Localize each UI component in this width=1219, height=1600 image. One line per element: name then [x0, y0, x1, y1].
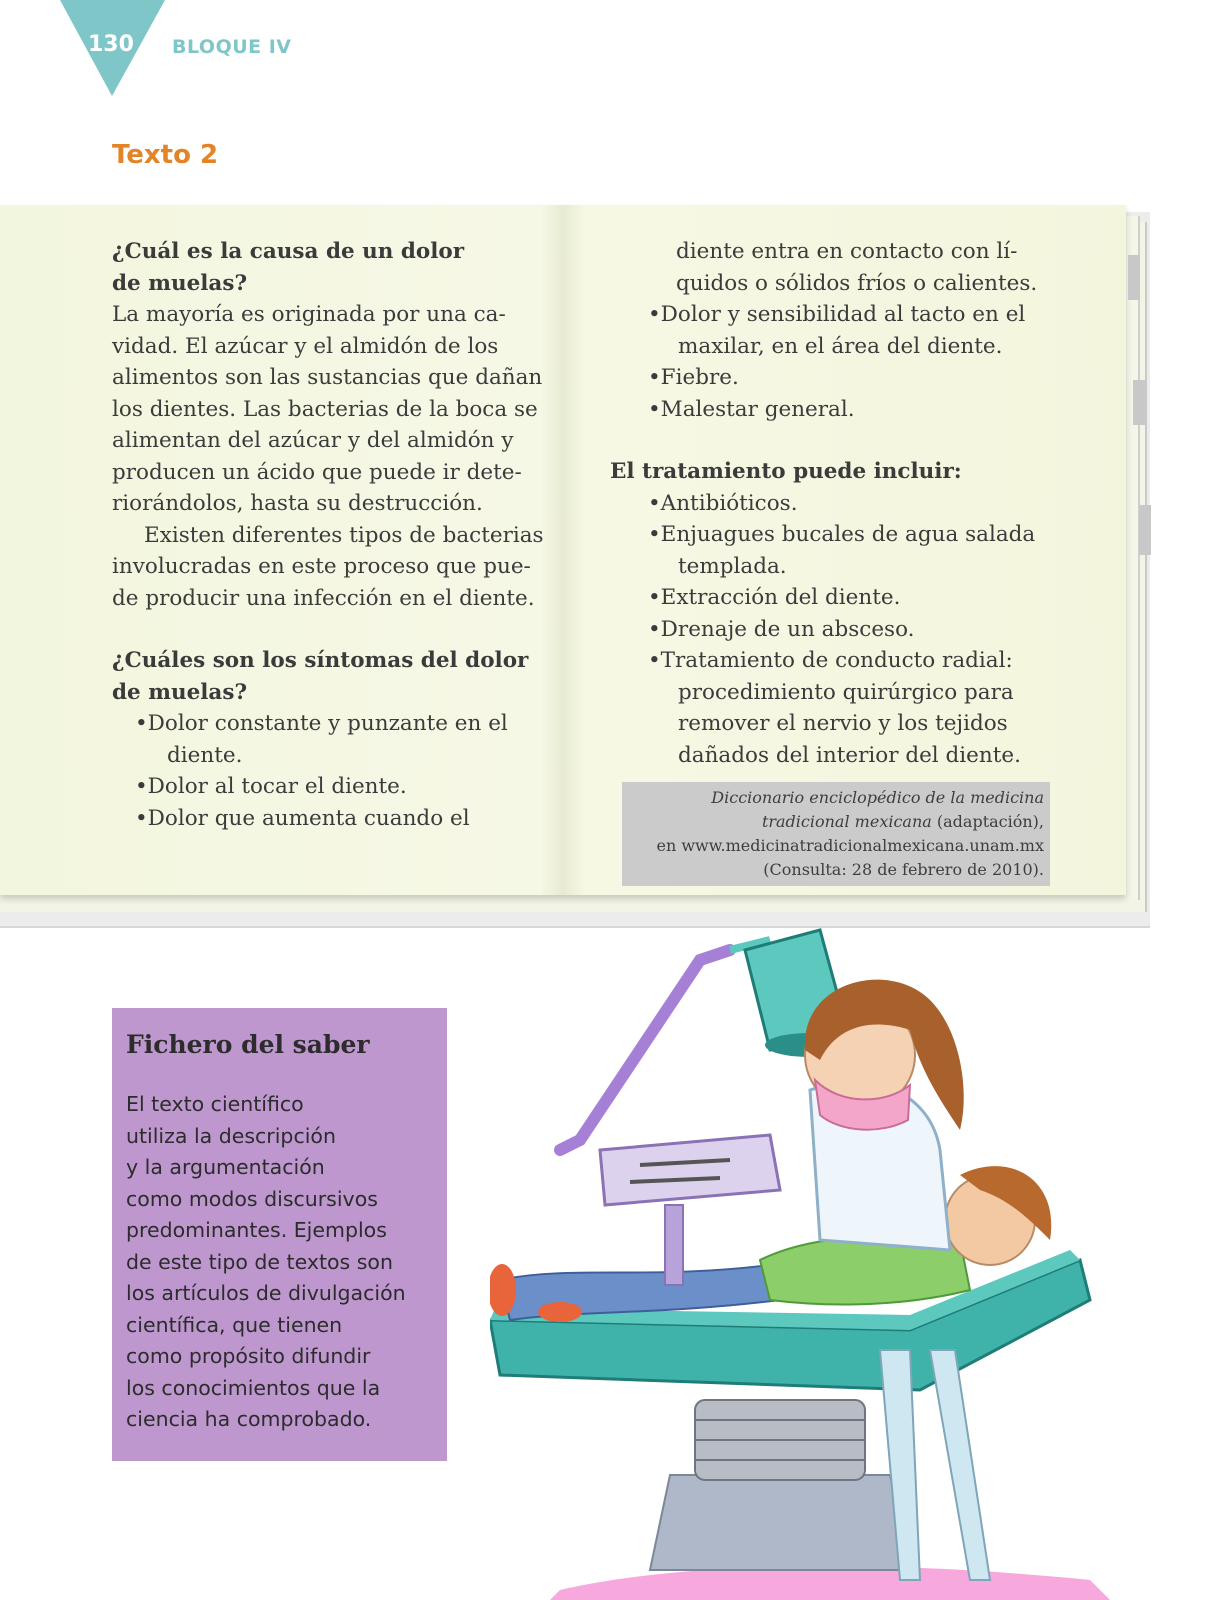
treatment-item: •Tratamiento de conducto radial: procedimiento quirúrgico para remover el nervio y los tejidos dañados del interior del diente. [648, 648, 1021, 768]
section-title: Texto 2 [112, 140, 219, 170]
treatment-item: •Enjuagues bucales de agua salada templada. [648, 522, 1036, 579]
symptom-item: •Dolor al tocar el diente. [135, 774, 407, 799]
fichero-del-saber-box [112, 1008, 447, 1461]
left-column [112, 236, 572, 834]
fichero-title: Fichero del saber [126, 1030, 370, 1059]
booklet [0, 205, 1126, 895]
booklet-tab [1133, 380, 1145, 425]
symptom-item: •Dolor y sensibilidad al tacto en el maxilar, en el área del diente. [648, 302, 1026, 359]
booklet-tab [1128, 255, 1140, 300]
treatment-item: •Extracción del diente. [648, 585, 901, 610]
symptom-item: •Malestar general. [648, 396, 855, 422]
symptom-item: •Dolor constante y punzante en el diente. [135, 711, 508, 768]
paragraph-cause: La mayoría es originada por una ca- vidad. El azúcar y el almidón de los alimentos son las sustancias que dañan los dientes. Las bacterias de la boca se alimentan del azúcar y del almidón y producen un ácido que puede ir dete- riorándolos, hasta su destrucción. [112, 302, 543, 516]
paragraph-bacteria: Existen diferentes tipos de bacterias involucradas en este proceso que pue- de producir una infección en el diente. [112, 522, 544, 611]
symptom-continuation: diente entra en contacto con lí- quidos o sólidos fríos o calientes. [676, 239, 1038, 296]
treatment-item: •Drenaje de un absceso. [648, 616, 915, 642]
booklet-tab [1139, 505, 1151, 555]
page-corner-triangle [0, 0, 170, 100]
dentist-illustration [490, 920, 1219, 1600]
symptom-item: •Fiebre. [648, 365, 739, 390]
fichero-text: El texto científico utiliza la descripción y la argumentación como modos discursivos predominantes. Ejemplos de este tipo de textos son los artículos de divulgación científica, que tienen como propósito difundir los conocimientos que la ciencia ha comprobado. [126, 1092, 406, 1431]
question-symptoms: ¿Cuáles son los síntomas del dolor de muelas? [112, 648, 529, 705]
block-label: BLOQUE IV [172, 36, 292, 58]
question-cause: ¿Cuál es la causa de un dolor de muelas? [112, 239, 465, 296]
symptom-item: •Dolor que aumenta cuando el [135, 805, 470, 831]
treatment-heading: El tratamiento puede incluir: [610, 459, 962, 484]
right-column [610, 236, 1060, 771]
page-number: 130 [88, 32, 134, 57]
source-citation: Diccionario enciclopédico de la medicina tradicional mexicana (adaptación), en www.medicinatradicionalmexicana.unam.mx (Consulta: 28 de febrero de 2010). [622, 782, 1050, 886]
treatment-item: •Antibióticos. [648, 490, 798, 516]
